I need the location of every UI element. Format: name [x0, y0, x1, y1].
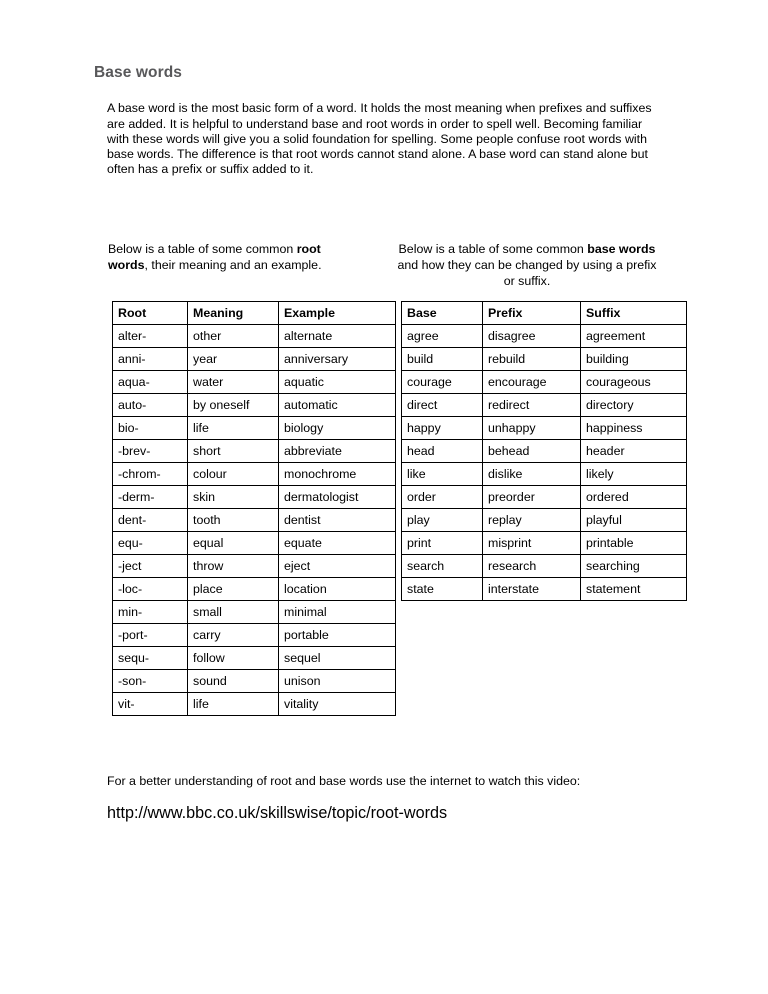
table-row: [113, 348, 396, 371]
table-cell: anniversary: [279, 348, 396, 371]
table-cell: anni-: [113, 348, 188, 371]
table-row: [113, 693, 396, 716]
caption-text-after: , their meaning and an example.: [144, 257, 322, 272]
table-cell: redirect: [483, 394, 581, 417]
table-cell: preorder: [483, 486, 581, 509]
table-cell: equal: [188, 532, 279, 555]
table-header-row: [402, 302, 687, 325]
page-title: Base words: [94, 64, 183, 82]
root-table-caption: [108, 242, 356, 273]
table-cell: small: [188, 601, 279, 624]
table-cell: dentist: [279, 509, 396, 532]
table-cell: dent-: [113, 509, 188, 532]
base-table-body: [402, 325, 687, 601]
table-row: [113, 555, 396, 578]
table-cell: ordered: [581, 486, 687, 509]
table-cell: research: [483, 555, 581, 578]
column-header-example: Example: [279, 302, 396, 325]
table-cell: statement: [581, 578, 687, 601]
table-cell: year: [188, 348, 279, 371]
table-cell: -derm-: [113, 486, 188, 509]
table-cell: min-: [113, 601, 188, 624]
caption-text-before: Below is a table of some common: [108, 242, 297, 257]
table-cell: -brev-: [113, 440, 188, 463]
table-cell: replay: [483, 509, 581, 532]
table-cell: play: [402, 509, 483, 532]
table-cell: agree: [402, 325, 483, 348]
table-row: [402, 578, 687, 601]
table-cell: -son-: [113, 670, 188, 693]
table-cell: -ject: [113, 555, 188, 578]
column-header-meaning: Meaning: [188, 302, 279, 325]
table-cell: order: [402, 486, 483, 509]
table-cell: like: [402, 463, 483, 486]
table-row: [113, 647, 396, 670]
root-table-body: [113, 325, 396, 716]
table-cell: happy: [402, 417, 483, 440]
table-cell: unison: [279, 670, 396, 693]
table-cell: likely: [581, 463, 687, 486]
table-cell: vit-: [113, 693, 188, 716]
table-row: [113, 417, 396, 440]
table-cell: equ-: [113, 532, 188, 555]
table-cell: aqua-: [113, 371, 188, 394]
table-cell: searching: [581, 555, 687, 578]
table-cell: follow: [188, 647, 279, 670]
table-cell: minimal: [279, 601, 396, 624]
table-cell: behead: [483, 440, 581, 463]
caption-text-after: and how they can be changed by using a prefix or suffix.: [397, 257, 657, 288]
table-header-row: [113, 302, 396, 325]
table-row: [113, 532, 396, 555]
table-cell: building: [581, 348, 687, 371]
table-cell: direct: [402, 394, 483, 417]
table-row: [113, 578, 396, 601]
column-header-base: Base: [402, 302, 483, 325]
table-cell: skin: [188, 486, 279, 509]
table-row: [113, 670, 396, 693]
column-header-prefix: Prefix: [483, 302, 581, 325]
table-cell: equate: [279, 532, 396, 555]
table-cell: sequel: [279, 647, 396, 670]
table-cell: courageous: [581, 371, 687, 394]
video-url[interactable]: http://www.bbc.co.uk/skillswise/topic/root-words: [107, 804, 448, 823]
table-cell: automatic: [279, 394, 396, 417]
table-row: [113, 509, 396, 532]
base-table-caption: [396, 242, 658, 289]
table-row: [113, 486, 396, 509]
table-cell: portable: [279, 624, 396, 647]
table-cell: life: [188, 417, 279, 440]
table-row: [402, 509, 687, 532]
table-cell: bio-: [113, 417, 188, 440]
table-cell: rebuild: [483, 348, 581, 371]
table-cell: unhappy: [483, 417, 581, 440]
table-cell: dermatologist: [279, 486, 396, 509]
footer-note: For a better understanding of root and base words use the internet to watch this video:: [107, 774, 581, 789]
table-cell: directory: [581, 394, 687, 417]
table-row: [113, 371, 396, 394]
caption-bold-term: root words: [108, 242, 321, 272]
table-cell: tooth: [188, 509, 279, 532]
table-cell: courage: [402, 371, 483, 394]
table-cell: auto-: [113, 394, 188, 417]
table-cell: throw: [188, 555, 279, 578]
table-cell: alternate: [279, 325, 396, 348]
intro-paragraph: A base word is the most basic form of a word. It holds the most meaning when prefixes and suffixes are added. It is helpful to understand base and root words in order to spell well. Becoming familiar with these words will give you a solid foundation for spelling. Some people confuse root words with base words. The difference is that root words cannot stand alone. A base word can stand alone but often has a prefix or suffix added to it.: [107, 101, 652, 177]
table-row: [113, 463, 396, 486]
table-cell: print: [402, 532, 483, 555]
table-cell: sequ-: [113, 647, 188, 670]
table-row: [113, 601, 396, 624]
table-cell: biology: [279, 417, 396, 440]
table-cell: aquatic: [279, 371, 396, 394]
table-cell: sound: [188, 670, 279, 693]
caption-text-before: Below is a table of some common: [398, 242, 588, 257]
table-cell: encourage: [483, 371, 581, 394]
table-cell: location: [279, 578, 396, 601]
table-cell: -chrom-: [113, 463, 188, 486]
table-row: [113, 325, 396, 348]
table-cell: water: [188, 371, 279, 394]
table-row: [113, 624, 396, 647]
table-cell: vitality: [279, 693, 396, 716]
table-cell: colour: [188, 463, 279, 486]
table-cell: header: [581, 440, 687, 463]
table-row: [402, 486, 687, 509]
table-cell: eject: [279, 555, 396, 578]
caption-bold-term: base words: [587, 242, 656, 257]
table-cell: printable: [581, 532, 687, 555]
table-row: [402, 394, 687, 417]
table-cell: head: [402, 440, 483, 463]
table-cell: agreement: [581, 325, 687, 348]
table-row: [402, 348, 687, 371]
table-cell: disagree: [483, 325, 581, 348]
table-cell: carry: [188, 624, 279, 647]
table-cell: happiness: [581, 417, 687, 440]
table-cell: interstate: [483, 578, 581, 601]
table-cell: monochrome: [279, 463, 396, 486]
table-row: [402, 532, 687, 555]
table-cell: dislike: [483, 463, 581, 486]
table-cell: place: [188, 578, 279, 601]
table-row: [402, 325, 687, 348]
root-words-table: [112, 301, 396, 716]
table-row: [402, 371, 687, 394]
base-words-table: [401, 301, 687, 601]
table-row: [402, 417, 687, 440]
table-cell: alter-: [113, 325, 188, 348]
table-row: [402, 440, 687, 463]
table-row: [402, 463, 687, 486]
column-header-root: Root: [113, 302, 188, 325]
table-cell: playful: [581, 509, 687, 532]
table-row: [113, 394, 396, 417]
table-cell: -loc-: [113, 578, 188, 601]
table-row: [113, 440, 396, 463]
table-cell: misprint: [483, 532, 581, 555]
table-cell: build: [402, 348, 483, 371]
table-cell: life: [188, 693, 279, 716]
table-cell: other: [188, 325, 279, 348]
table-cell: abbreviate: [279, 440, 396, 463]
table-cell: -port-: [113, 624, 188, 647]
table-cell: state: [402, 578, 483, 601]
table-cell: by oneself: [188, 394, 279, 417]
table-cell: short: [188, 440, 279, 463]
table-row: [402, 555, 687, 578]
table-cell: search: [402, 555, 483, 578]
column-header-suffix: Suffix: [581, 302, 687, 325]
